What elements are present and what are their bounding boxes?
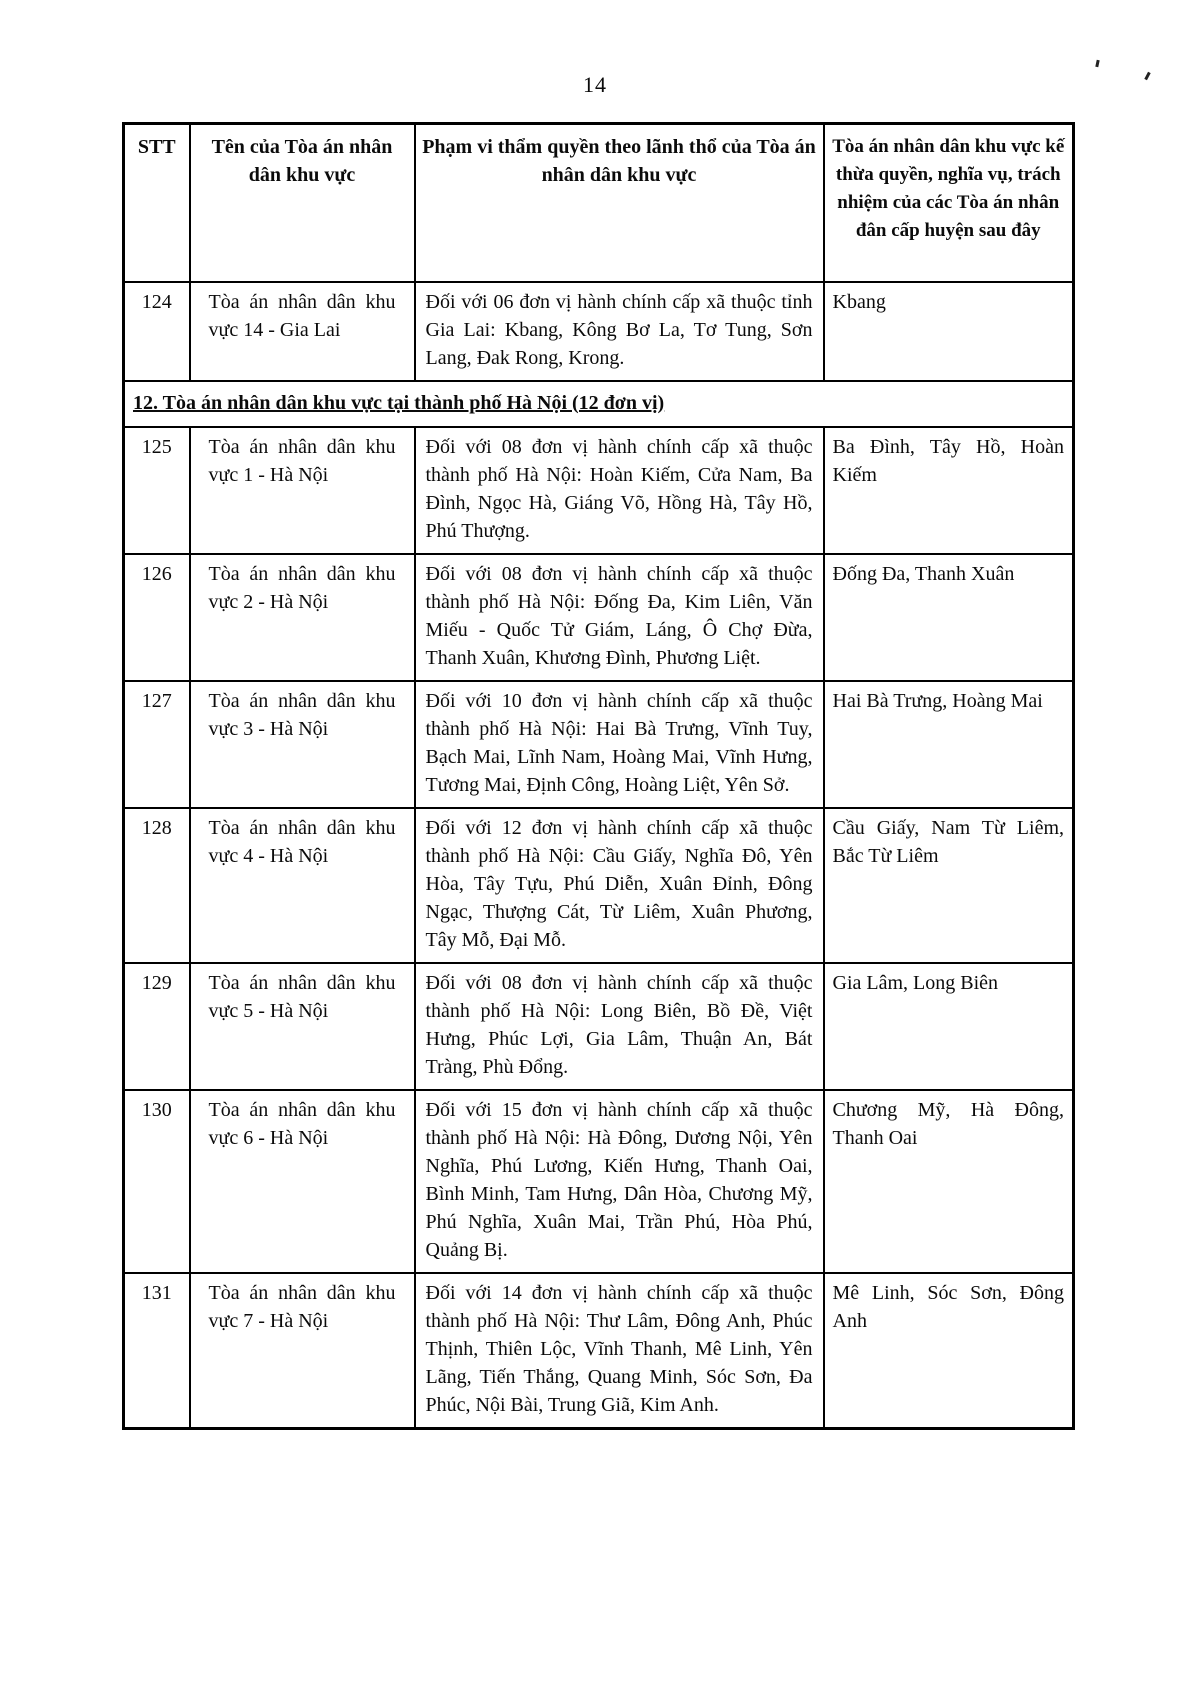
header-row [124,124,1074,282]
row-126-name: Tòa án nhân dân khu vực 2 - Hà Nội [190,554,415,681]
table-row [124,963,1074,1090]
table-body [124,282,1074,1429]
row-124-inherited: Kbang [824,282,1074,381]
row-126-scope: Đối với 08 đơn vị hành chính cấp xã thuộc thành phố Hà Nội: Đống Đa, Kim Liên, Văn Miếu - Quốc Tử Giám, Láng, Ô Chợ Đừa, Thanh Xuân, Khương Đình, Phương Liệt. [415,554,824,681]
header-stt: STT [124,124,190,282]
row-131-scope: Đối với 14 đơn vị hành chính cấp xã thuộc thành phố Hà Nội: Thư Lâm, Đông Anh, Phúc Thịnh, Thiên Lộc, Vĩnh Thanh, Mê Linh, Yên Lãng, Tiến Thắng, Quang Minh, Sóc Sơn, Đa Phúc, Nội Bài, Trung Giã, Kim Anh. [415,1273,824,1429]
row-129-name: Tòa án nhân dân khu vực 5 - Hà Nội [190,963,415,1090]
row-130-inherited: Chương Mỹ, Hà Đông, Thanh Oai [824,1090,1074,1273]
section-row [124,381,1074,427]
row-128-scope: Đối với 12 đơn vị hành chính cấp xã thuộc thành phố Hà Nội: Cầu Giấy, Nghĩa Đô, Yên Hòa, Tây Tựu, Phú Diễn, Xuân Đỉnh, Đông Ngạc, Thượng Cát, Từ Liêm, Xuân Phương, Tây Mỗ, Đại Mỗ. [415,808,824,963]
section-header [124,381,1074,427]
row-125-name: Tòa án nhân dân khu vực 1 - Hà Nội [190,427,415,554]
row-130-name: Tòa án nhân dân khu vực 6 - Hà Nội [190,1090,415,1273]
row-131-inherited: Mê Linh, Sóc Sơn, Đông Anh [824,1273,1074,1429]
courts-table [122,122,1075,1430]
scan-speck-icon [1095,60,1099,67]
table-row [124,1090,1074,1273]
row-126-stt: 126 [124,554,190,681]
row-124-stt: 124 [124,282,190,381]
row-126-inherited: Đống Đa, Thanh Xuân [824,554,1074,681]
row-125-stt: 125 [124,427,190,554]
row-127-scope: Đối với 10 đơn vị hành chính cấp xã thuộc thành phố Hà Nội: Hai Bà Trưng, Vĩnh Tuy, Bạch Mai, Lĩnh Nam, Hoàng Mai, Vĩnh Hưng, Tương Mai, Định Công, Hoàng Liệt, Yên Sở. [415,681,824,808]
row-128-inherited: Cầu Giấy, Nam Từ Liêm, Bắc Từ Liêm [824,808,1074,963]
row-127-stt: 127 [124,681,190,808]
row-129-stt: 129 [124,963,190,1090]
page-number: 14 [583,72,607,97]
table-row [124,282,1074,381]
row-130-stt: 130 [124,1090,190,1273]
section-header-label: 12. Tòa án nhân dân khu vực tại thành phố Hà Nội (12 đơn vị) [133,391,665,414]
table-row [124,554,1074,681]
table-row [124,808,1074,963]
row-125-inherited: Ba Đình, Tây Hồ, Hoàn Kiếm [824,427,1074,554]
table-row [124,1273,1074,1429]
table-row [124,427,1074,554]
row-125-scope: Đối với 08 đơn vị hành chính cấp xã thuộc thành phố Hà Nội: Hoàn Kiếm, Cửa Nam, Ba Đình, Ngọc Hà, Giáng Võ, Hồng Hà, Tây Hồ, Phú Thượng. [415,427,824,554]
row-127-name: Tòa án nhân dân khu vực 3 - Hà Nội [190,681,415,808]
header-inherited-courts: Tòa án nhân dân khu vực kế thừa quyền, nghĩa vụ, trách nhiệm của các Tòa án nhân đân cấp huyện sau đây [824,124,1074,282]
header-territorial-scope: Phạm vi thẩm quyền theo lãnh thổ của Tòa án nhân dân khu vực [415,124,824,282]
table-header [124,124,1074,282]
header-court-name: Tên của Tòa án nhân dân khu vực [190,124,415,282]
row-124-scope: Đối với 06 đơn vị hành chính cấp xã thuộc tỉnh Gia Lai: Kbang, Kông Bơ La, Tơ Tung, Sơn Lang, Đak Rong, Krong. [415,282,824,381]
row-131-stt: 131 [124,1273,190,1429]
row-130-scope: Đối với 15 đơn vị hành chính cấp xã thuộc thành phố Hà Nội: Hà Đông, Dương Nội, Yên Nghĩa, Phú Lương, Kiến Hưng, Thanh Oai, Bình Minh, Tam Hưng, Dân Hòa, Chương Mỹ, Phú Nghĩa, Xuân Mai, Trần Phú, Hòa Phú, Quảng Bị. [415,1090,824,1273]
row-128-stt: 128 [124,808,190,963]
table-row [124,681,1074,808]
row-127-inherited: Hai Bà Trưng, Hoàng Mai [824,681,1074,808]
row-129-inherited: Gia Lâm, Long Biên [824,963,1074,1090]
row-131-name: Tòa án nhân dân khu vực 7 - Hà Nội [190,1273,415,1429]
row-124-name: Tòa án nhân dân khu vực 14 - Gia Lai [190,282,415,381]
row-128-name: Tòa án nhân dân khu vực 4 - Hà Nội [190,808,415,963]
row-129-scope: Đối với 08 đơn vị hành chính cấp xã thuộc thành phố Hà Nội: Long Biên, Bồ Đề, Việt Hưng, Phúc Lợi, Gia Lâm, Thuận An, Bát Tràng, Phù Đổng. [415,963,824,1090]
